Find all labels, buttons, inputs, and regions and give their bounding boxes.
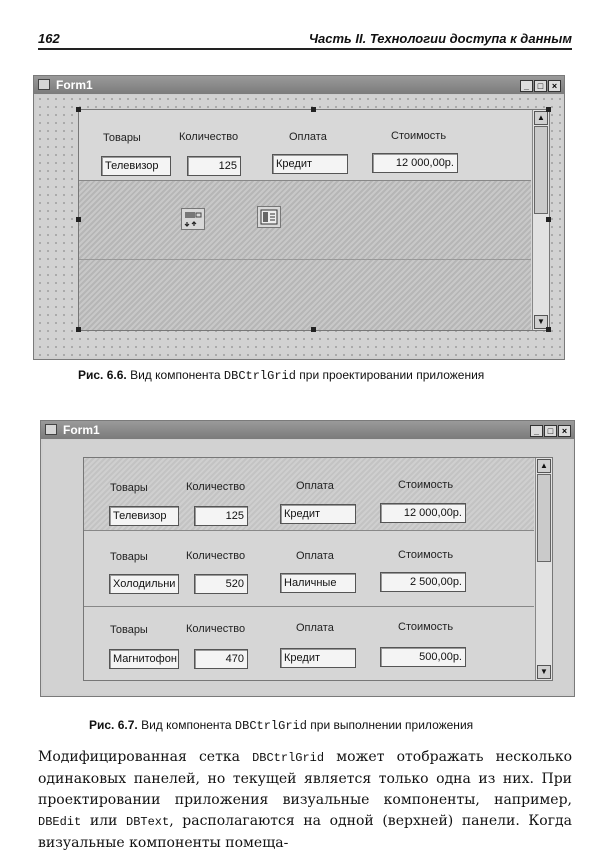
window-title: Form1: [63, 423, 100, 437]
para-text: Модифицированная сетка: [38, 749, 253, 765]
chapter-title: Часть II. Технологии доступа к данным: [308, 31, 572, 46]
minimize-button[interactable]: _: [530, 425, 543, 437]
para-text: или: [81, 813, 126, 829]
figure-6-6-caption: [78, 368, 484, 383]
maximize-button[interactable]: □: [544, 425, 557, 437]
para-code: DBEdit: [38, 815, 82, 829]
cost-field[interactable]: 500,00р.: [380, 647, 466, 667]
scroll-thumb[interactable]: [534, 126, 548, 214]
para-text: , располагаются на одной (верхней) панели. Когда визуальные компоненты помеща-: [38, 813, 572, 851]
page-number: 162: [38, 31, 60, 46]
figure-6-7-caption: [89, 718, 473, 733]
close-button[interactable]: ×: [558, 425, 571, 437]
vertical-scrollbar[interactable]: [535, 458, 552, 680]
grid-panel[interactable]: [84, 531, 534, 607]
caption-text-end: при выполнении приложения: [306, 718, 474, 732]
label-cost: Стоимость: [391, 130, 447, 142]
caption-number: Рис. 6.7.: [89, 718, 138, 732]
form-client-area: [43, 440, 572, 694]
figure-6-7-window: [40, 420, 575, 697]
goods-field[interactable]: Холодильни: [109, 574, 179, 594]
label-payment: Оплата: [289, 131, 327, 143]
caption-code: DBCtrlGrid: [234, 719, 307, 733]
quantity-field[interactable]: 470: [194, 649, 248, 669]
grid-panel-hatched: [79, 260, 531, 330]
scroll-up-button[interactable]: ▲: [534, 111, 548, 125]
label-goods: Товары: [110, 482, 148, 494]
datasource-icon[interactable]: [257, 206, 281, 228]
label-payment: Оплата: [296, 550, 334, 562]
payment-field[interactable]: Кредит: [272, 154, 348, 174]
label-cost: Стоимость: [398, 479, 454, 491]
caption-text-end: при проектировании приложения: [295, 368, 485, 382]
goods-field[interactable]: Магнитофон: [109, 649, 179, 669]
selection-handle[interactable]: [546, 107, 551, 112]
cost-field[interactable]: 2 500,00р.: [380, 572, 466, 592]
cost-field[interactable]: 12 000,00р.: [380, 503, 466, 523]
caption-text: Вид компонента: [130, 368, 224, 382]
scroll-down-button[interactable]: ▼: [537, 665, 551, 679]
figure-6-6-window: [33, 75, 565, 360]
label-goods: Товары: [110, 624, 148, 636]
window-titlebar: [41, 421, 574, 439]
label-payment: Оплата: [296, 622, 334, 634]
quantity-field[interactable]: 125: [187, 156, 241, 176]
caption-text: Вид компонента: [141, 718, 235, 732]
label-payment: Оплата: [296, 480, 334, 492]
quantity-field[interactable]: 125: [194, 506, 248, 526]
selection-handle[interactable]: [76, 107, 81, 112]
scroll-up-button[interactable]: ▲: [537, 459, 551, 473]
label-cost: Стоимость: [398, 621, 454, 633]
dbctrlgrid[interactable]: [83, 457, 553, 681]
label-quantity: Количество: [179, 131, 239, 143]
payment-field[interactable]: Наличные: [280, 573, 356, 593]
payment-field[interactable]: Кредит: [280, 648, 356, 668]
goods-field[interactable]: Телевизор: [101, 156, 171, 176]
label-goods: Товары: [103, 132, 141, 144]
maximize-button[interactable]: □: [534, 80, 547, 92]
label-quantity: Количество: [186, 550, 246, 562]
caption-number: Рис. 6.6.: [78, 368, 127, 382]
payment-field[interactable]: Кредит: [280, 504, 356, 524]
selection-handle[interactable]: [311, 107, 316, 112]
label-quantity: Количество: [186, 481, 246, 493]
dbnavigator-icon[interactable]: [181, 208, 205, 230]
selection-handle[interactable]: [311, 327, 316, 332]
selection-handle[interactable]: [76, 327, 81, 332]
cost-field[interactable]: 12 000,00р.: [372, 153, 458, 173]
label-cost: Стоимость: [398, 549, 454, 561]
grid-panel-hatched: [79, 181, 531, 260]
minimize-button[interactable]: _: [520, 80, 533, 92]
form-icon: [38, 79, 50, 90]
para-text: может отображать несколько одинаковых панелей, но текущей является только одна из них. При проектировании приложения визуальные компоненты, например,: [38, 749, 573, 808]
selection-handle[interactable]: [76, 217, 81, 222]
selection-handle[interactable]: [546, 217, 551, 222]
form-icon: [45, 424, 57, 435]
window-title: Form1: [56, 78, 93, 92]
label-quantity: Количество: [186, 623, 246, 635]
grid-panel[interactable]: [84, 607, 534, 680]
selection-handle[interactable]: [546, 327, 551, 332]
quantity-field[interactable]: 520: [194, 574, 248, 594]
dbctrlgrid[interactable]: [78, 109, 550, 331]
para-code: DBCtrlGrid: [252, 751, 325, 765]
para-code: DBText: [126, 815, 170, 829]
close-button[interactable]: ×: [548, 80, 561, 92]
caption-code: DBCtrlGrid: [223, 369, 296, 383]
body-paragraph: [38, 747, 572, 854]
window-titlebar: [34, 76, 564, 94]
grid-panel-current[interactable]: [79, 110, 531, 181]
scroll-down-button[interactable]: ▼: [534, 315, 548, 329]
grid-panel[interactable]: [84, 458, 534, 531]
label-goods: Товары: [110, 551, 148, 563]
scroll-thumb[interactable]: [537, 474, 551, 562]
page-header: [38, 30, 572, 50]
goods-field[interactable]: Телевизор: [109, 506, 179, 526]
form-client-area: [36, 95, 562, 357]
